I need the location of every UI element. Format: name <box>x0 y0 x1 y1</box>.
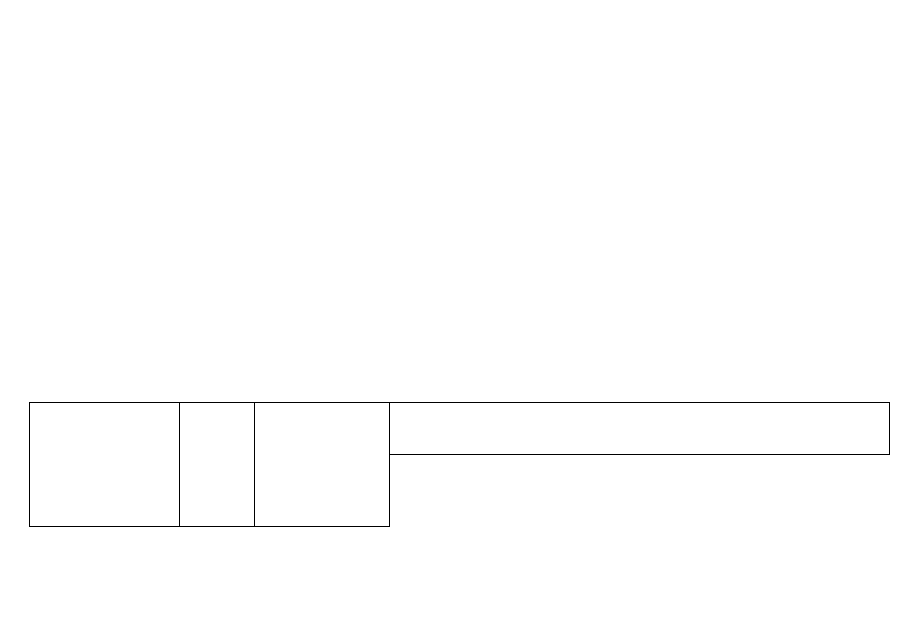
header-name <box>30 403 180 527</box>
header-years-group <box>390 403 890 455</box>
header-grbs <box>180 403 255 527</box>
header-source <box>255 403 390 527</box>
funding-summary-table <box>29 402 890 541</box>
